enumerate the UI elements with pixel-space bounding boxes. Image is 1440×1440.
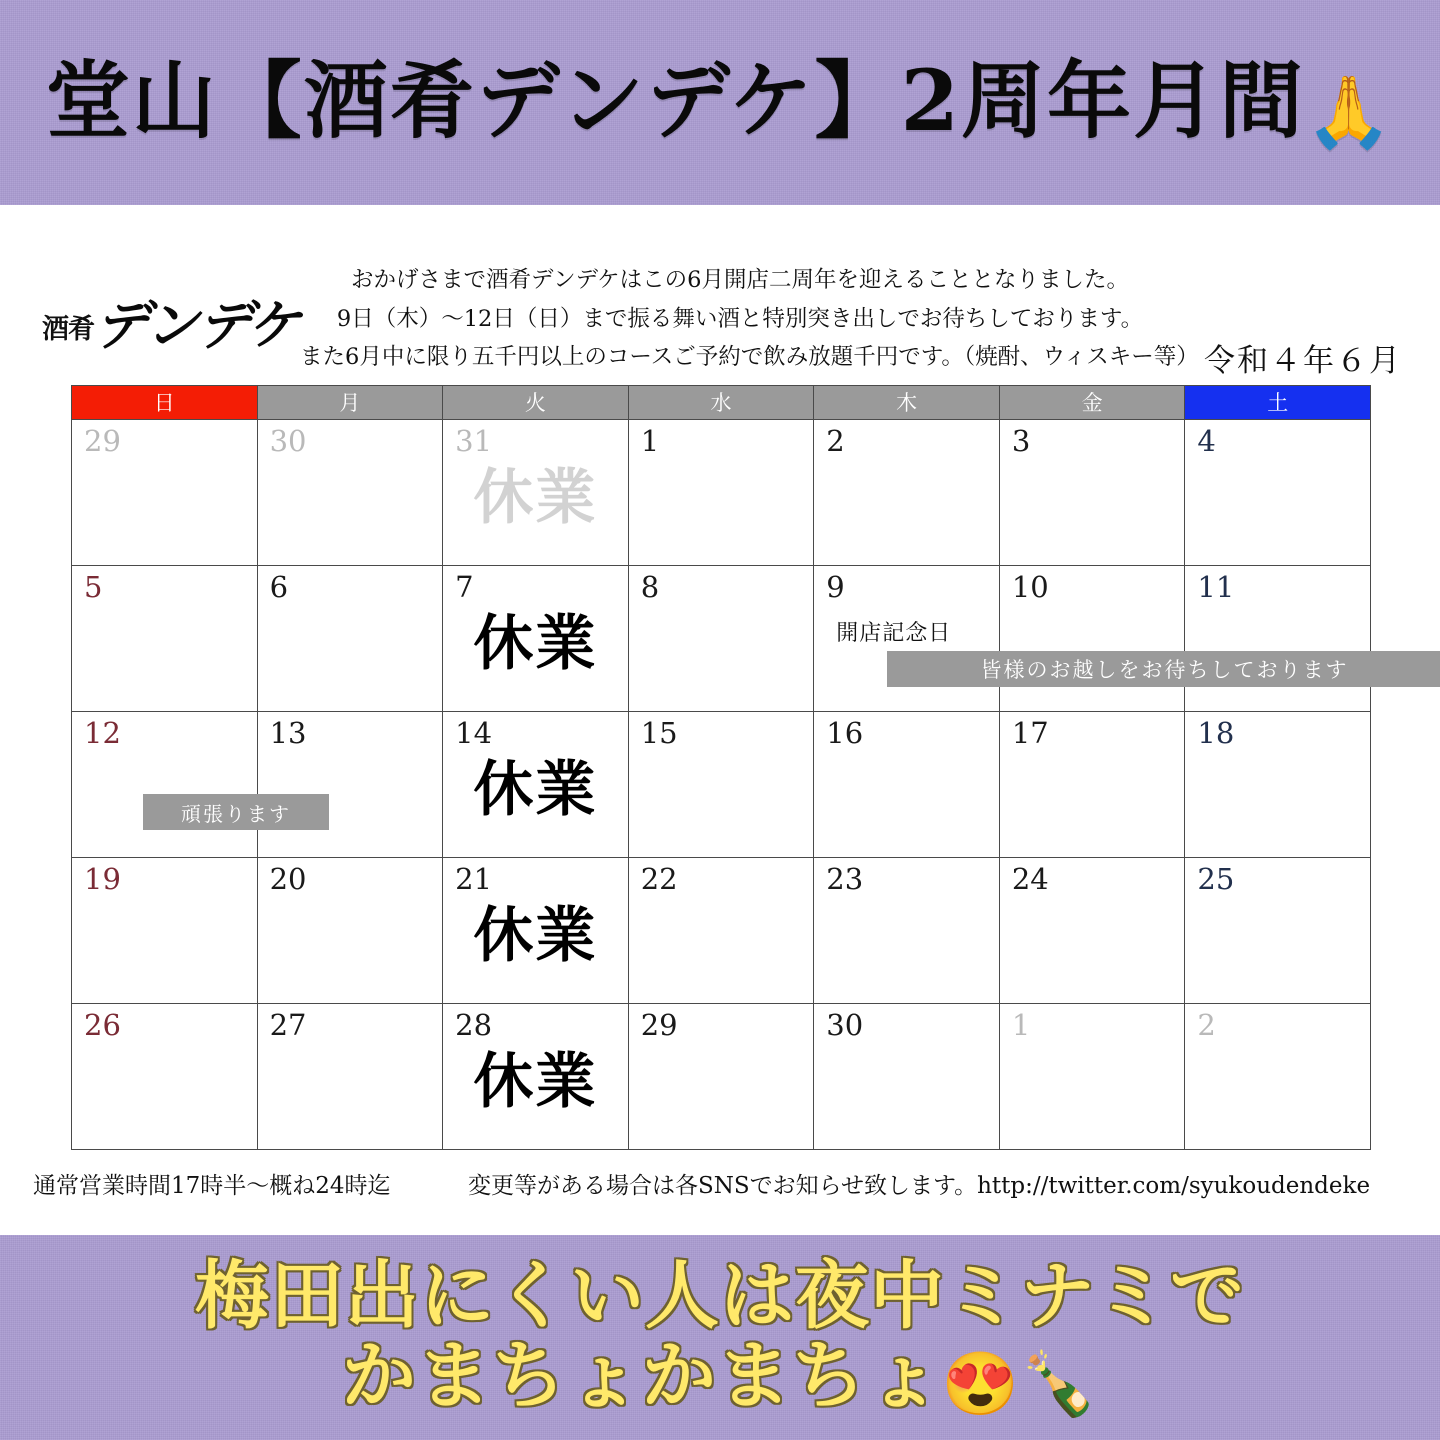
calendar-day-cell[interactable] [629,712,815,858]
poster-title [45,50,1395,153]
day-number: 23 [826,862,864,896]
ganbarimasu-banner: 頑張ります [143,794,329,830]
calendar-day-cell[interactable] [72,858,258,1004]
calendar-day-cell[interactable] [1185,566,1371,712]
day-number: 13 [269,716,307,750]
closed-label: 休業 [473,1047,598,1117]
day-number: 18 [1197,716,1235,750]
calendar-day-cell[interactable] [814,1004,1000,1150]
day-number: 20 [269,862,307,896]
day-number: 1 [640,424,660,458]
calendar-day-cell[interactable] [72,420,258,566]
day-number: 14 [455,716,493,750]
description-line-3: また6月中に限り五千円以上のコースご予約で飲み放題千円です。（焼酎、ウィスキー等） [300,344,1199,371]
day-number: 6 [269,570,289,604]
day-number: 28 [455,1008,493,1042]
calendar-day-cell[interactable] [258,420,444,566]
calendar-day-cell[interactable] [629,1004,815,1150]
day-number: 2 [1197,1008,1216,1042]
calendar-day-cell[interactable] [1185,858,1371,1004]
era-month-label: 令和４年６月 [1204,343,1402,379]
day-number: 29 [84,424,121,458]
calendar-day-cell[interactable] [1000,420,1186,566]
calendar-day-cell[interactable] [443,858,629,1004]
bottom-banner-line-1: 梅田出にくい人は夜中ミナミで [195,1253,1245,1340]
day-number: 15 [640,716,678,750]
calendar-day-cell[interactable] [814,712,1000,858]
poster-title-text: 堂山【酒肴デンデケ】2周年月間 [45,50,1306,150]
calendar-day-cell[interactable] [72,566,258,712]
description-line-1: おかげさまで酒肴デンデケはこの6月開店二周年を迎えることとなりました。 [351,267,1129,293]
calendar-day-cell[interactable] [443,566,629,712]
shop-logo [42,283,299,360]
closed-label: 休業 [473,463,598,533]
calendar-day-cell[interactable] [814,858,1000,1004]
calendar-day-cell[interactable] [258,1004,444,1150]
calendar-day-cell[interactable] [1000,1004,1186,1150]
day-number: 5 [84,570,103,604]
weekday-thursday: 木 [814,386,1000,420]
bottom-banner-line-2-text: かまちょかまちょ [341,1332,942,1419]
weekday-saturday: 土 [1185,386,1371,420]
day-number: 24 [1011,862,1049,896]
praying-hands-icon: 🙏 [1305,69,1395,153]
shop-logo-prefix: 酒肴 [42,314,94,345]
calendar-day-cell[interactable] [443,420,629,566]
day-number: 21 [455,862,493,896]
calendar-day-cell[interactable] [258,566,444,712]
calendar-day-cell[interactable] [72,712,258,858]
calendar-day-cell[interactable] [1185,1004,1371,1150]
calendar-day-cell[interactable] [443,712,629,858]
day-number: 1 [1011,1008,1031,1042]
day-number: 25 [1197,862,1235,896]
bottom-banner [0,1235,1440,1440]
day-number: 29 [640,1008,678,1042]
calendar-day-cell[interactable] [258,858,444,1004]
calendar-day-cell[interactable] [72,1004,258,1150]
weekday-wednesday: 水 [629,386,815,420]
calendar-week-row [72,712,1371,858]
day-number: 17 [1011,716,1049,750]
calendar-day-cell[interactable] [814,420,1000,566]
calendar-day-cell[interactable] [1000,858,1186,1004]
day-number: 10 [1011,570,1049,604]
description-line-2: 9日（木）〜12日（日）まで振る舞い酒と特別突き出しでお待ちしております。 [336,305,1144,332]
calendar-day-cell[interactable] [1185,420,1371,566]
day-number: 30 [269,424,307,458]
shop-logo-name: デンデケ [94,293,299,357]
calendar-day-cell[interactable] [1000,566,1186,712]
calendar-day-cell[interactable] [629,420,815,566]
calendar-day-cell[interactable] [629,858,815,1004]
calendar-week-row [72,566,1371,712]
day-number: 7 [455,570,474,604]
closed-label: 休業 [473,901,598,971]
smiling-face-with-hearts-icon: 😍 [941,1346,1020,1420]
calendar-week-row [72,858,1371,1004]
weekday-tuesday: 火 [443,386,629,420]
calendar-day-cell[interactable] [629,566,815,712]
weekday-friday: 金 [1000,386,1186,420]
anniversary-note: 開店記念日 [836,621,952,646]
calendar-day-cell[interactable] [443,1004,629,1150]
calendar-weekday-header [72,386,1371,420]
day-number: 8 [640,570,660,604]
calendar-day-cell[interactable] [1185,712,1371,858]
calendar-week-row [72,420,1371,566]
main-content [0,205,1440,1235]
description-block [300,261,1199,377]
day-number: 31 [455,424,493,458]
day-number: 27 [269,1008,307,1042]
closed-label: 休業 [473,755,598,825]
business-hours-note: 通常営業時間17時半〜概ね24時迄 [33,1173,391,1199]
day-number: 12 [84,716,121,750]
calendar-day-cell[interactable] [814,566,1000,712]
closed-label: 休業 [473,609,598,679]
calendar-day-cell[interactable] [1000,712,1186,858]
day-number: 2 [826,424,845,458]
calendar-week-row [72,1004,1371,1150]
sns-notice-note: 変更等がある場合は各SNSでお知らせ致します。http://twitter.com/syukoudendeke [468,1173,1371,1199]
day-number: 3 [1011,424,1031,458]
welcome-banner: 皆様のお越しをお待ちしております [887,651,1440,687]
weekday-sunday: 日 [72,386,258,420]
day-number: 26 [84,1008,121,1042]
day-number: 11 [1197,570,1235,604]
day-number: 9 [826,570,845,604]
day-number: 30 [826,1008,864,1042]
calendar-day-cell[interactable] [258,712,444,858]
champagne-bottle-icon: 🍾 [1020,1346,1099,1420]
day-number: 4 [1197,424,1216,458]
top-banner [0,0,1440,205]
day-number: 22 [640,862,678,896]
day-number: 16 [826,716,864,750]
day-number: 19 [84,862,121,896]
calendar [71,385,1371,1150]
weekday-monday: 月 [258,386,444,420]
bottom-banner-line-2 [341,1332,1099,1420]
